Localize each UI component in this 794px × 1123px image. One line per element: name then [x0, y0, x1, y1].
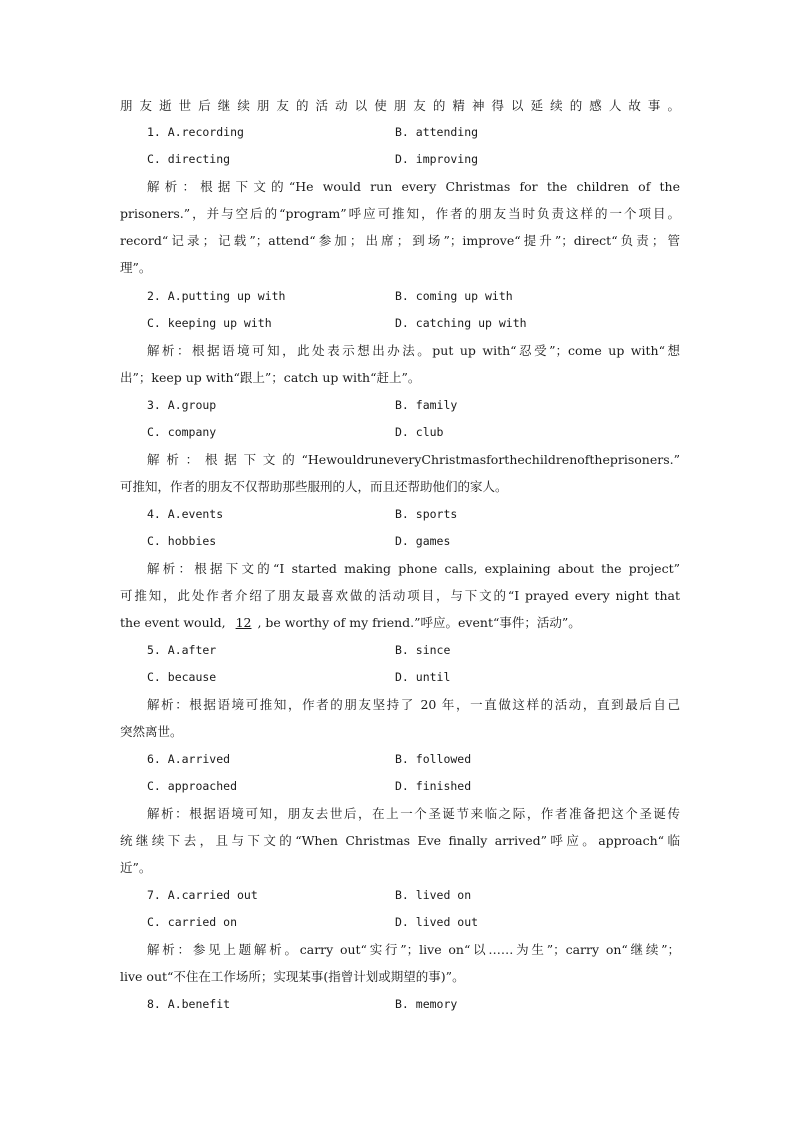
q6-option-b: B. followed [395, 752, 472, 766]
q3-option-c: C. company [147, 425, 217, 439]
q5-option-c: C. because [147, 670, 217, 684]
q4-option-d: D. games [395, 534, 451, 548]
blank-number: 12 [235, 615, 252, 630]
q2-analysis-line: 解析：根据语境可知，此处表示想出办法。put up with“忍受”；come up with“想 [147, 343, 680, 358]
q2-option-c: C. keeping up with [147, 316, 272, 330]
q2-analysis-line: 出”；keep up with“跟上”；catch up with“赶上”。 [120, 370, 421, 385]
q6-analysis-line: 近”。 [120, 860, 152, 875]
q1-option-c: C. directing [147, 152, 231, 166]
q3-option-b: B. family [395, 398, 458, 412]
q1-analysis-line: 解析：根据下文的“He would run every Christmas for the children of the [147, 179, 680, 194]
q4-analysis-line: 解析：根据下文的“I started making phone calls, explaining about the project” [147, 561, 680, 576]
q3-option-d: D. club [395, 425, 444, 439]
q6-option-a: 6. A.arrived [147, 752, 231, 766]
q3-analysis-line: 可推知，作者的朋友不仅帮助那些服刑的人，而且还帮助他们的家人。 [120, 479, 508, 494]
q6-analysis-line: 解析：根据语境可知，朋友去世后，在上一个圣诞节来临之际，作者准备把这个圣诞传 [147, 806, 680, 821]
q5-option-b: B. since [395, 643, 451, 657]
q1-analysis-line: record“记录；记载”；attend“参加；出席；到场”；improve“提升”；direct“负责；管 [120, 233, 680, 248]
q5-analysis-line: 解析：根据语境可推知，作者的朋友坚持了 20 年，一直做这样的活动，直到最后自己 [147, 697, 680, 712]
q5-option-d: D. until [395, 670, 451, 684]
q4-option-c: C. hobbies [147, 534, 217, 548]
intro-line: 朋友逝世后继续朋友的活动以使朋友的精神得以延续的感人故事。 [120, 98, 680, 113]
q6-option-d: D. finished [395, 779, 472, 793]
q2-option-d: D. catching up with [395, 316, 527, 330]
q1-option-b: B. attending [395, 125, 479, 139]
q1-option-a: 1. A.recording [147, 125, 244, 139]
q2-option-b: B. coming up with [395, 289, 513, 303]
q6-analysis-line: 统继续下去，且与下文的“When Christmas Eve finally arrived”呼应。approach“临 [120, 833, 680, 848]
q7-option-a: 7. A.carried out [147, 888, 258, 902]
q4-analysis-line [120, 609, 680, 636]
q6-option-c: C. approached [147, 779, 238, 793]
q4-analysis-text: the event would, [120, 615, 230, 630]
q4-option-b: B. sports [395, 507, 458, 521]
q7-option-c: C. carried on [147, 915, 238, 929]
q3-analysis-line: 解析：根据下文的“HewouldruneveryChristmasforthechildrenoftheprisoners.” [147, 452, 680, 467]
q1-analysis-line: prisoners.”，并与空后的“program”呼应可推知，作者的朋友当时负责这样的一个项目。 [120, 206, 680, 221]
q5-analysis-line: 突然离世。 [120, 724, 183, 739]
q3-option-a: 3. A.group [147, 398, 217, 412]
q7-analysis-line: 解析：参见上题解析。carry out“实行”；live on“以……为生”；carry on“继续”； [147, 942, 680, 957]
q4-analysis-line: 可推知，此处作者介绍了朋友最喜欢做的活动项目，与下文的“I prayed every night that [120, 588, 680, 603]
q7-option-b: B. lived on [395, 888, 472, 902]
q1-analysis-line: 理”。 [120, 260, 152, 275]
q8-option-b: B. memory [395, 997, 458, 1011]
q7-option-d: D. lived out [395, 915, 479, 929]
q2-option-a: 2. A.putting up with [147, 289, 286, 303]
q4-analysis-text: , be worthy of my friend.”呼应。event“事件；活动”。 [257, 615, 581, 630]
q5-option-a: 5. A.after [147, 643, 217, 657]
q1-option-d: D. improving [395, 152, 479, 166]
q4-option-a: 4. A.events [147, 507, 224, 521]
q8-option-a: 8. A.benefit [147, 997, 231, 1011]
q7-analysis-line: live out“不住在工作场所；实现某事(指曾计划或期望的事)”。 [120, 969, 465, 984]
